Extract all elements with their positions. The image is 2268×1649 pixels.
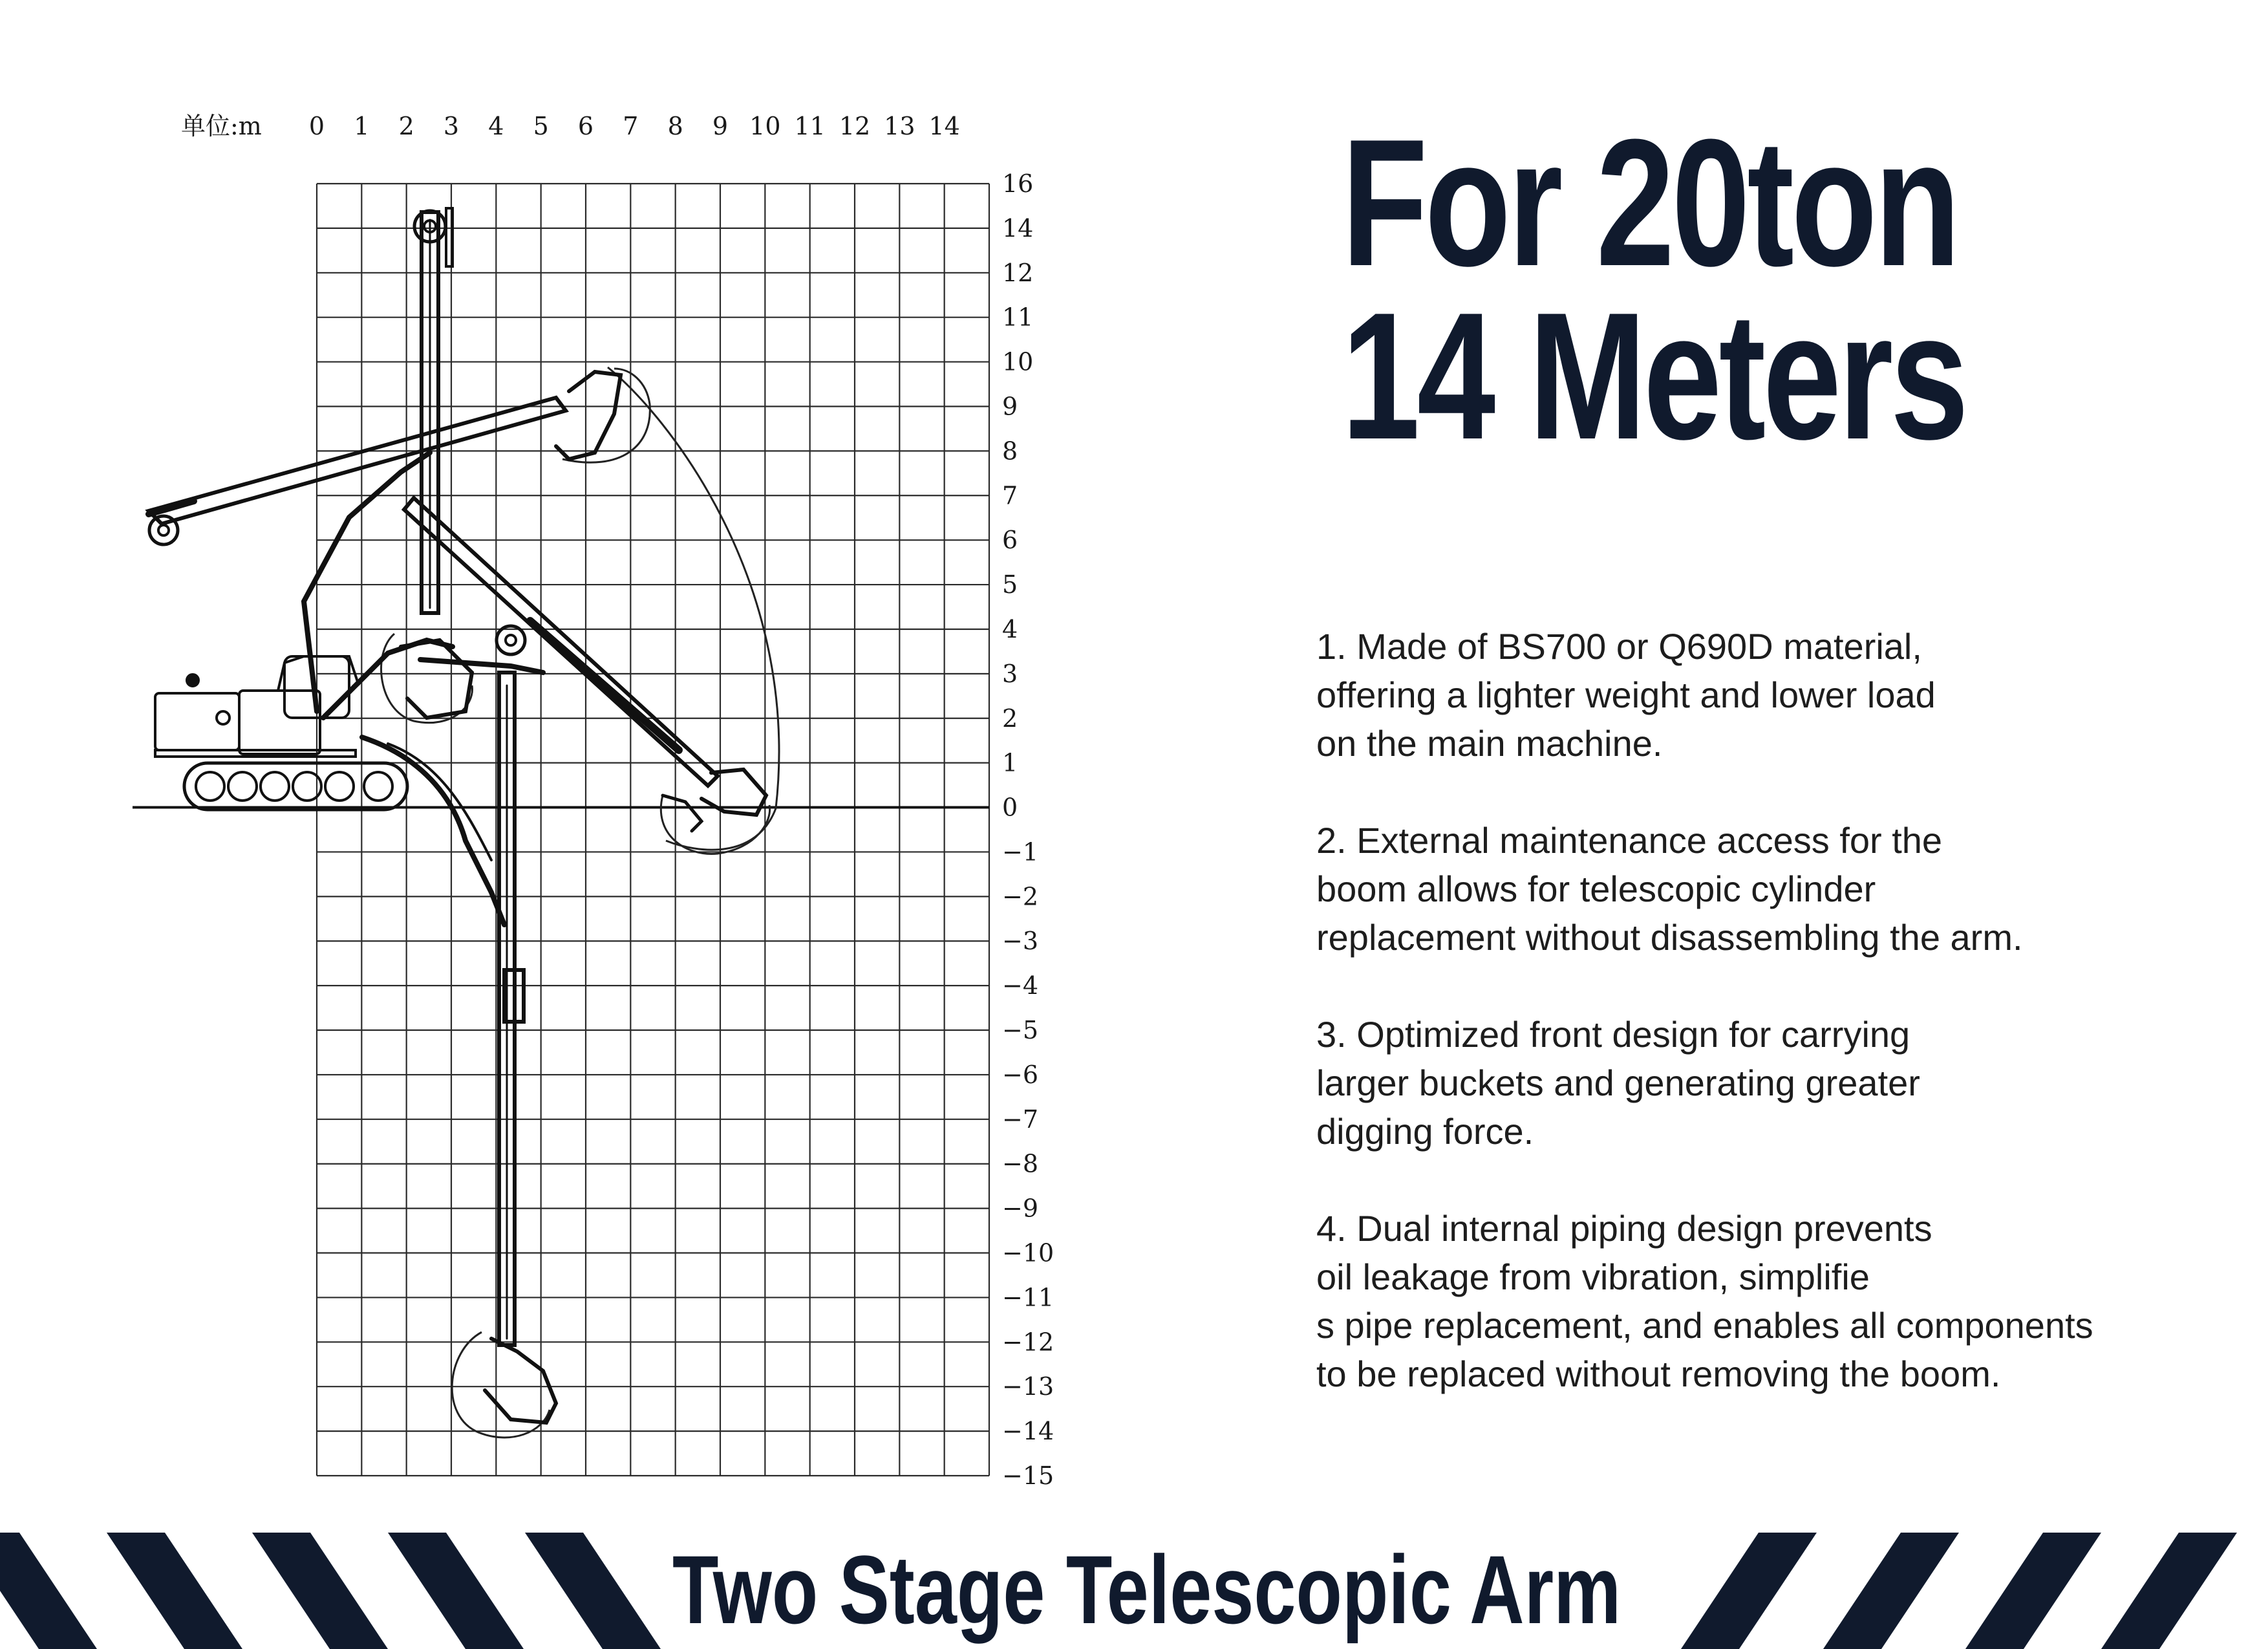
y-tick-label: 6 [1002,526,1018,555]
upper-bucket-arc [562,369,650,462]
y-tick-label: −4 [1002,971,1039,1000]
feature-line: replacement without disassembling the arm. [1316,917,2023,958]
feature-item [1316,622,2234,768]
y-tick-label: 14 [1002,213,1034,242]
y-tick-label: 1 [1002,748,1018,777]
page-title [1342,102,2037,477]
reach-grid [133,184,989,1476]
feature-line: 1. Made of BS700 or Q690D material, [1316,626,1922,667]
excavator-body-illustration [155,656,407,810]
y-tick-label: 12 [1002,258,1034,287]
y-tick-label: −15 [1002,1461,1054,1490]
feature-item [1316,816,2234,962]
y-axis-labels [1002,169,1054,1490]
feature-list [1316,622,2234,1447]
feature-line: larger buckets and generating greater [1316,1062,1920,1103]
y-tick-label: 4 [1002,614,1018,643]
x-tick-label: 3 [443,112,460,140]
mid-bucket-arc [381,634,473,723]
y-tick-label: 7 [1002,481,1018,510]
x-tick-label: 13 [884,112,915,140]
y-tick-label: 16 [1002,169,1034,198]
hazard-stripe [252,1533,388,1649]
x-tick-label: 4 [488,112,504,140]
hazard-stripe [1823,1533,1959,1649]
feature-line: 3. Optimized front design for carrying [1316,1014,1910,1055]
hazard-stripe [1965,1533,2101,1649]
y-tick-label: −11 [1002,1283,1054,1312]
y-tick-label: −2 [1002,882,1039,911]
hazard-stripe [2101,1533,2237,1649]
hazard-stripe [388,1533,524,1649]
y-tick-label: −7 [1002,1105,1039,1134]
feature-line: digging force. [1316,1111,1534,1152]
y-tick-label: −12 [1002,1328,1054,1357]
x-tick-label: 2 [398,112,414,140]
feature-line: s pipe replacement, and enables all components [1316,1305,2093,1346]
hazard-stripe [0,1533,97,1649]
y-tick-label: 5 [1002,570,1018,599]
x-tick-label: 12 [839,112,871,140]
x-tick-label: 0 [308,112,325,140]
y-tick-label: 0 [1002,793,1018,822]
y-tick-label: 8 [1002,436,1018,466]
feature-line: to be replaced without removing the boom. [1316,1353,2001,1394]
feature-item [1316,1204,2234,1398]
y-tick-label: −6 [1002,1060,1039,1089]
y-tick-label: −14 [1002,1417,1054,1446]
boom-linkages [149,208,766,1423]
x-tick-label: 11 [794,112,826,140]
feature-line: 4. Dual internal piping design prevents [1316,1208,1932,1249]
reach-envelope-arc [608,367,779,850]
y-tick-label: −3 [1002,927,1039,956]
feature-line: on the main machine. [1316,723,1663,764]
y-tick-label: 9 [1002,392,1018,421]
y-tick-label: −10 [1002,1238,1054,1267]
x-tick-label: 10 [749,112,781,140]
y-tick-label: −8 [1002,1149,1039,1178]
x-tick-label: 8 [667,112,683,140]
y-tick-label: −9 [1002,1194,1039,1223]
feature-line: 2. External maintenance access for the [1316,820,1943,861]
feature-item [1316,1010,2234,1156]
y-tick-label: −1 [1002,837,1039,867]
y-tick-label: 11 [1002,303,1034,332]
title-line-2: 14 Meters [1342,275,1966,477]
y-tick-label: 2 [1002,704,1018,733]
hazard-stripe [525,1533,661,1649]
feature-line: offering a lighter weight and lower load [1316,674,1936,715]
hazard-stripe [107,1533,242,1649]
y-tick-label: 10 [1002,347,1034,376]
x-tick-label: 7 [623,112,639,140]
x-tick-label: 6 [577,112,594,140]
x-tick-label: 9 [712,112,729,140]
banner-title: Two Stage Telescopic Arm [672,1535,1621,1644]
y-tick-label: −5 [1002,1016,1039,1045]
x-tick-label: 5 [533,112,549,140]
feature-line: boom allows for telescopic cylinder [1316,868,1876,909]
x-axis-labels [309,112,960,140]
x-tick-label: 14 [928,112,960,140]
reach-diagram [0,0,1054,1500]
feature-line: oil leakage from vibration, simplifie [1316,1256,1870,1297]
title-line-1: For 20ton [1342,102,1958,304]
x-tick-label: 1 [354,112,370,140]
y-tick-label: 3 [1002,659,1018,688]
y-tick-label: −13 [1002,1372,1054,1401]
unit-label: 单位:m [181,112,262,140]
hazard-stripe [1681,1533,1817,1649]
